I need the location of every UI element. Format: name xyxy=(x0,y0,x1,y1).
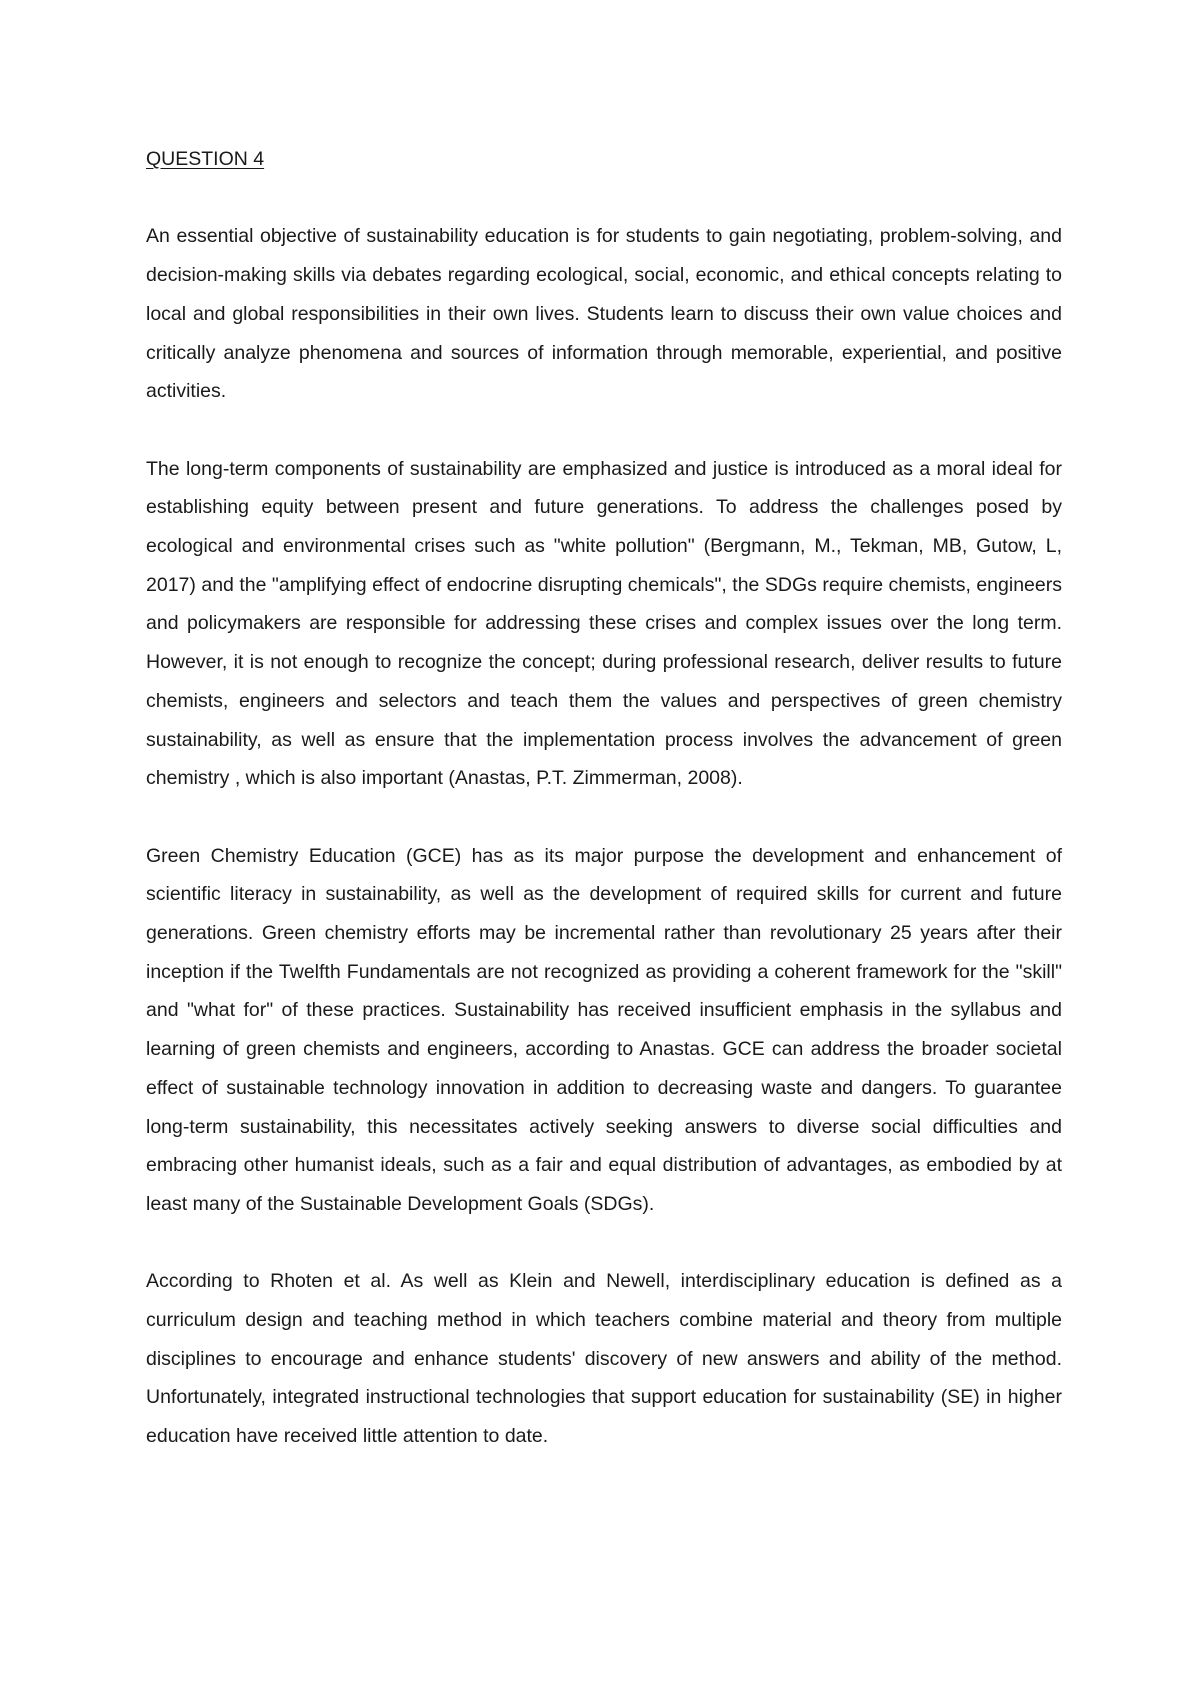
question-heading: QUESTION 4 xyxy=(146,148,265,170)
paragraph-3: Green Chemistry Education (GCE) has as its major purpose the development and enhancement of scientific literacy in sustainability, as well as the development of required skills for current and future generations. Green chemistry efforts may be incremental rather than revolutionary 25 years after their inception if the Twelfth Fundamentals are not recognized as providing a coherent framework for the "skill" and "what for" of these practices. Sustainability has received insufficient emphasis in the syllabus and learning of green chemists and engineers, according to Anastas. GCE can address the broader societal effect of sustainable technology innovation in addition to decreasing waste and dangers. To guarantee long-term sustainability, this necessitates actively seeking answers to diverse social difficulties and embracing other humanist ideals, such as a fair and equal distribution of advantages, as embodied by at least many of the Sustainable Development Goals (SDGs). xyxy=(146,844,1062,1215)
paragraph-2: The long-term components of sustainability are emphasized and justice is introduced as a moral ideal for establishing equity between present and future generations. To address the challenges posed by ecological and environmental crises such as "white pollution" (Bergmann, M., Tekman, MB, Gutow, L, 2017) and the "amplifying effect of endocrine disrupting chemicals", the SDGs require chemists, engineers and policymakers are responsible for addressing these crises and complex issues over the long term. However, it is not enough to recognize the concept; during professional research, deliver results to future chemists, engineers and selectors and teach them the values and perspectives of green chemistry sustainability, as well as ensure that the implementation process involves the advancement of green chemistry , which is also important (Anastas, P.T. Zimmerman, 2008). xyxy=(146,457,1062,790)
paragraph-4: According to Rhoten et al. As well as Klein and Newell, interdisciplinary education is defined as a curriculum design and teaching method in which teachers combine material and theory from multiple disciplines to encourage and enhance students' discovery of new answers and ability of the method. Unfortunately, integrated instructional technologies that support education for sustainability (SE) in higher education have received little attention to date. xyxy=(146,1270,1062,1448)
document-body xyxy=(146,140,1062,1456)
paragraph-1: An essential objective of sustainability education is for students to gain negotiating, problem-solving, and decision-making skills via debates regarding ecological, social, economic, and ethical concepts relating to local and global responsibilities in their own lives. Students learn to discuss their own value choices and critically analyze phenomena and sources of information through memorable, experiential, and positive activities. xyxy=(146,225,1062,403)
